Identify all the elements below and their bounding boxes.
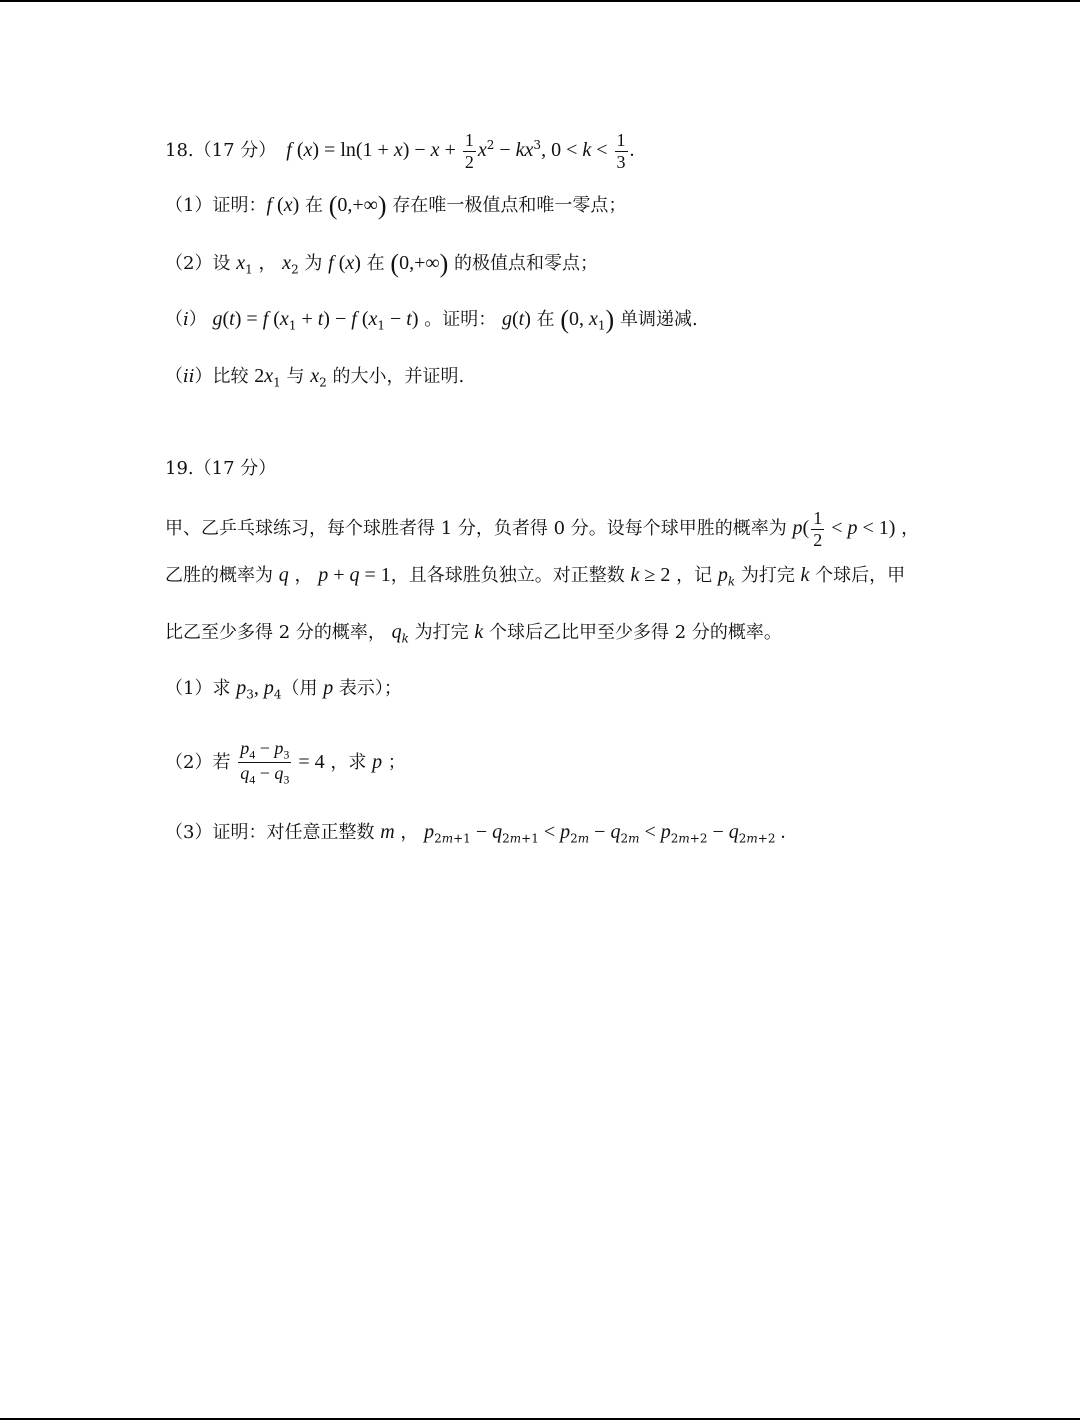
q18-part2i: （i） g(t) = f $(x_1 + t) - f$ $(x_1 - t)$ 。证明： g(t) 在 (0, $x_1$) 单调递减.: [165, 305, 698, 334]
q19-part1: （1）求 $p_3$, $p_4$（用 p 表示）；: [165, 677, 402, 702]
q18-part2ii: （ii）比较 $2x_1$ 与 $x_2$ 的大小，并证明.: [165, 365, 465, 390]
q19-part3: （3）证明：对任意正整数 m ， $p_{2m+1} - q_{2m+1} < p_{2m} - q_{2m} < p_{2m+2} - q_{2m+2}$ .: [165, 821, 786, 846]
q18-label: 18.（17 分）: [165, 140, 277, 162]
q19-para-line3: 比乙至少多得 2 分的概率， $q_k$ 为打完 k 个球后乙比甲至少多得 2 分的概率。: [165, 621, 782, 646]
q19-para-line1: 甲、乙乒乓球练习，每个球胜者得 1 分，负者得 0 分。设每个球甲胜的概率为 p( $\frac{1}{2}$ < p < 1) ，: [165, 508, 920, 550]
q18-part1: （1）证明：f (x) 在 (0,+∞) 存在唯一极值点和唯一零点；: [165, 191, 627, 220]
bottom-border-line: [0, 1418, 1080, 1420]
q19-para-line2: 乙胜的概率为 q ， p + q = 1，且各球胜负独立。对正整数 k ≥ 2 ，记 $p_k$ 为打完 k 个球后，甲: [165, 564, 906, 589]
q19-label: 19.（17 分）: [165, 458, 277, 479]
q18-part2: （2）设 $x_1$ ， $x_2$ 为 f (x) 在 (0,+∞) 的极值点和零点；: [165, 249, 599, 278]
q18-statement: 18.（17 分） f (x) = ln(1 + x) − x + $\frac{1}{2}$ $x^2 - kx^3$, 0 < k < $\frac{1}{3}$ .: [165, 130, 635, 172]
q19-part2: （2）若 $\frac{p_4 - p_3}{q_4 - q_3}$ = 4 ，求 p ；: [165, 738, 406, 787]
top-border-line: [0, 0, 1080, 2]
